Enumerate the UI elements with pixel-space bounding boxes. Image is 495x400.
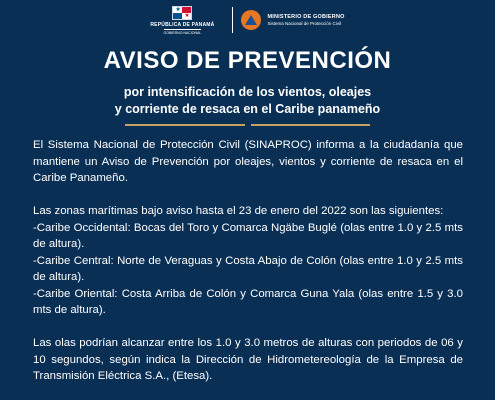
subtitle-line-2: y corriente de resaca en el Caribe panameño xyxy=(114,102,381,116)
sinaproc-label: Sistema Nacional de Protección Civil xyxy=(267,21,342,26)
notice-body xyxy=(33,137,463,385)
paragraph-zones-intro: Las zonas marítimas bajo aviso hasta el 23 de enero del 2022 son las siguientes: xyxy=(33,205,444,217)
zone-item: -Caribe Occidental: Bocas del Toro y Comarca Ngäbe Buglé (olas entre 1.0 y 2.5 mts de altura). xyxy=(33,221,463,250)
ministerio-label: MINISTERIO DE GOBIERNO xyxy=(267,14,345,20)
zone-item: -Caribe Oriental: Costa Arriba de Colón y Comarca Guna Yala (olas entre 1.5 y 3.0 mts de altura). xyxy=(33,287,463,316)
zone-item: -Caribe Central: Norte de Veraguas y Costa Abajo de Colón (olas entre 1.0 y 2.5 mts de altura). xyxy=(33,254,463,283)
header xyxy=(0,0,495,40)
paragraph-intro: El Sistema Nacional de Protección Civil (SINAPROC) informa a la ciudadanía que mantiene un Aviso de Prevención por oleajes, vientos y corriente de resaca en el Caribe Panameño. xyxy=(33,139,463,184)
subtitle-line-1: por intensificación de los vientos, oleajes xyxy=(123,85,372,99)
gobierno-label: GOBIERNO NACIONAL xyxy=(163,30,202,35)
header-divider xyxy=(232,7,233,33)
sinaproc-emblem-icon xyxy=(241,10,261,30)
paragraph-waves: Las olas podrían alcanzar entre los 1.0 y 3.0 metros de alturas con periodos de 06 y 10 segundos, según indica la Dirección de Hidrometereología de la Empresa de Transmisión Eléctrica S.A., (Etesa). xyxy=(33,337,463,382)
decorative-rule xyxy=(125,124,370,126)
page-title: AVISO DE PREVENCIÓN xyxy=(103,47,392,74)
subtitle xyxy=(0,84,495,118)
panama-flag-icon xyxy=(172,6,192,20)
republica-label: REPÚBLICA DE PANAMÁ xyxy=(150,21,215,28)
republica-panama-logo xyxy=(150,6,214,35)
ministerio-logo-text xyxy=(267,14,344,26)
